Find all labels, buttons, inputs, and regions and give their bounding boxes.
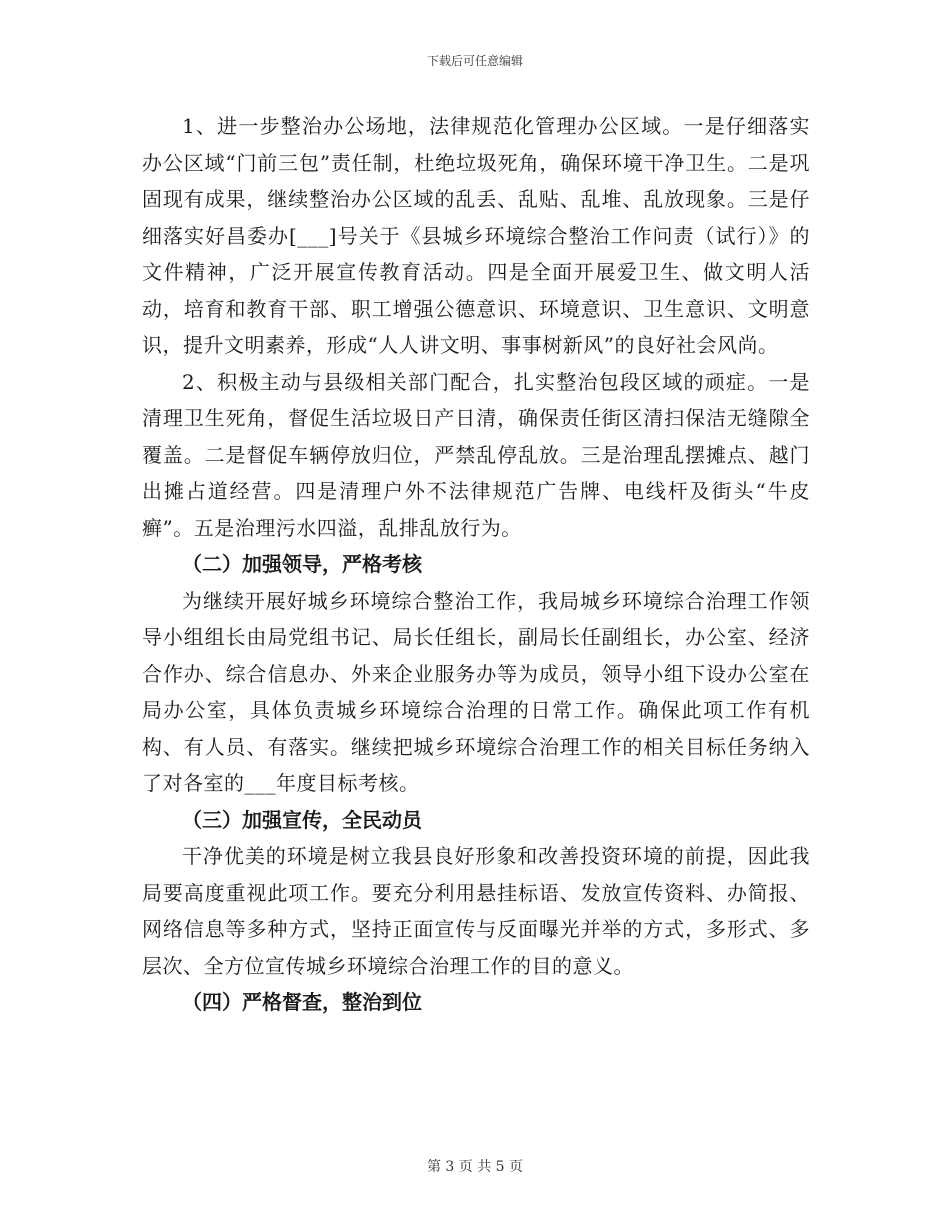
section-heading-2: （二）加强领导，严格考核 (182, 552, 422, 576)
section-heading-3: （三）加强宣传，全民动员 (182, 807, 422, 832)
document-body (142, 108, 810, 1021)
paragraph-3: 为继续开展好城乡环境综合整治工作，我局城乡环境综合治理工作领导小组组长由局党组书记、局长任组长，副局长任副组长，办公室、经济合作办、综合信息办、外来企业服务办等为成员，领导小组下设办公室在局办公室，具体负责城乡环境综合治理的日常工作。确保此项工作有机构、有人员、有落实。继续把城乡环境综合治理工作的相关目标任务纳入了对各室的___年度目标考核。 (142, 588, 810, 795)
section-heading-4: （四）严格督查，整治到位 (182, 990, 422, 1014)
paragraph-2: 2、积极主动与县级相关部门配合，扎实整治包段区域的顽症。一是清理卫生死角，督促生活垃圾日产日清，确保责任街区清扫保洁无缝隙全覆盖。二是督促车辆停放归位，严禁乱停乱放。三是治理乱摆摊点、越门出摊占道经营。四是清理户外不法律规范广告牌、电线杆及街头“牛皮癣”。五是治理污水四溢，乱排乱放行为。 (142, 369, 810, 540)
page-header: 下载后可任意编辑 (426, 54, 523, 68)
paragraph-1: 1、进一步整治办公场地，法律规范化管理办公区域。一是仔细落实办公区域“门前三包”责任制，杜绝垃圾死角，确保环境干净卫生。二是巩固现有成果，继续整治办公区域的乱丢、乱贴、乱堆、乱放现象。三是仔细落实好昌委办[___]号关于《县城乡环境综合整治工作问责（试行）》的文件精神，广泛开展宣传教育活动。四是全面开展爱卫生、做文明人活动，培育和教育干部、职工增强公德意识、环境意识、卫生意识、文明意识，提升文明素养，形成“人人讲文明、事事树新风”的良好社会风尚。 (142, 114, 810, 357)
page-footer: 第 3 页 共 5 页 (426, 1159, 524, 1175)
paragraph-4: 干净优美的环境是树立我县良好形象和改善投资环境的前提，因此我局要高度重视此项工作。要充分利用悬挂标语、发放宣传资料、办简报、网络信息等多种方式，坚持正面宣传与反面曝光并举的方式，多形式、多层次、全方位宣传城乡环境综合治理工作的目的意义。 (142, 844, 810, 978)
